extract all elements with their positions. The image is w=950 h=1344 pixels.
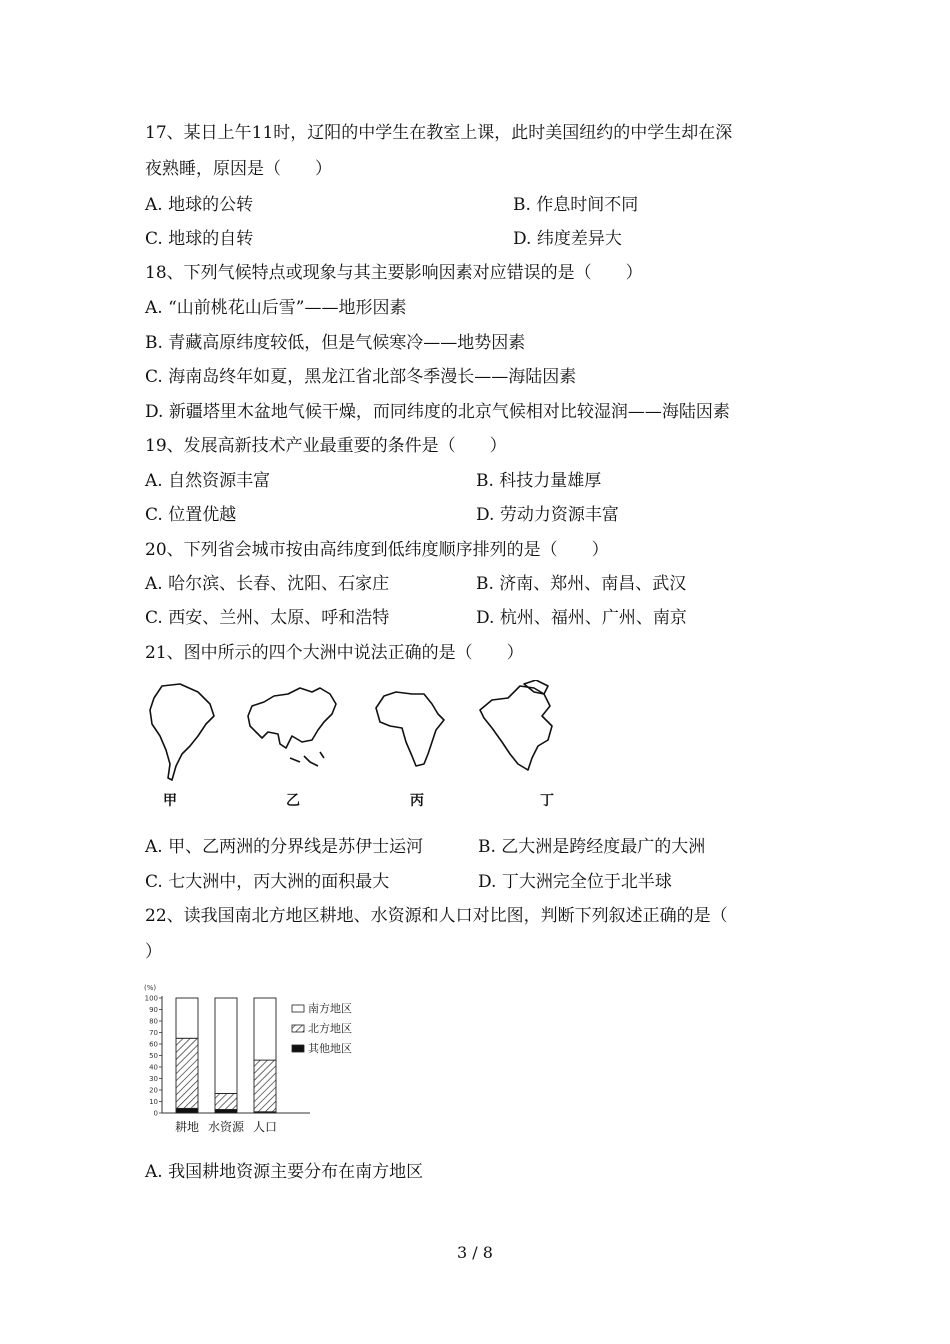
q19-option-b: B. 科技力量雄厚 (476, 471, 602, 491)
africa-outline (376, 692, 444, 766)
continent-label-jia: 甲 (163, 793, 177, 809)
q22-stem-line1: 22、读我国南北方地区耕地、水资源和人口对比图，判断下列叙述正确的是（ (145, 906, 728, 926)
q19-stem: 19、发展高新技术产业最重要的条件是（ ） (145, 436, 507, 456)
y-tick-label: 90 (149, 1006, 158, 1014)
y-tick-label: 20 (149, 1086, 158, 1095)
q21-option-a: A. 甲、乙两洲的分界线是苏伊士运河 (145, 837, 424, 857)
south-america-outline (150, 684, 214, 780)
y-tick-label: 100 (144, 994, 158, 1003)
q22-option-a: A. 我国耕地资源主要分布在南方地区 (145, 1162, 424, 1182)
legend-swatch (292, 1025, 304, 1032)
asia-outline (248, 688, 336, 748)
y-unit-label: (%) (144, 984, 157, 992)
legend-label: 其他地区 (308, 1042, 352, 1055)
bar-segment (254, 998, 276, 1060)
resource-bar-chart (140, 982, 380, 1138)
q18-option-c: C. 海南岛终年如夏，黑龙江省北部冬季漫长——海陆因素 (145, 367, 577, 387)
y-tick-label: 60 (149, 1040, 158, 1049)
legend-swatch (292, 1005, 304, 1012)
q18-stem: 18、下列气候特点或现象与其主要影响因素对应错误的是（ ） (145, 263, 643, 283)
bar-segment (176, 1038, 198, 1108)
q17-stem-line2: 夜熟睡，原因是（ ） (145, 159, 332, 179)
x-category-label: 耕地 (174, 1120, 200, 1134)
continents-figure (140, 680, 560, 790)
continent-label-yi: 乙 (286, 793, 300, 809)
q17-option-c: C. 地球的自转 (145, 229, 254, 249)
q19-option-d: D. 劳动力资源丰富 (476, 505, 619, 525)
q17-option-d: D. 纬度差异大 (513, 229, 622, 249)
continent-label-bing: 丙 (410, 793, 424, 809)
q20-option-b: B. 济南、郑州、南昌、武汉 (476, 574, 687, 594)
y-tick-label: 10 (149, 1098, 158, 1106)
north-america-outline (480, 686, 552, 770)
q20-option-c: C. 西安、兰州、太原、呼和浩特 (145, 608, 390, 628)
bar-segment (215, 1110, 237, 1113)
q21-stem: 21、图中所示的四个大洲中说法正确的是（ ） (145, 643, 524, 663)
q21-option-d: D. 丁大洲完全位于北半球 (478, 872, 672, 892)
q17-option-b: B. 作息时间不同 (513, 195, 639, 215)
q18-option-b: B. 青藏高原纬度较低，但是气候寒冷——地势因素 (145, 333, 526, 353)
q18-option-a: A. “山前桃花山后雪”——地形因素 (145, 298, 407, 318)
bar-segment (176, 1108, 198, 1113)
continent-label-ding: 丁 (540, 793, 554, 809)
q19-option-c: C. 位置优越 (145, 505, 237, 525)
bar-segment (254, 1060, 276, 1112)
greenland-outline (524, 680, 548, 694)
q18-option-d: D. 新疆塔里木盆地气候干燥，而同纬度的北京气候相对比较湿润——海陆因素 (145, 402, 730, 422)
page-number: 3 / 8 (457, 1243, 493, 1262)
y-tick-label: 0 (153, 1109, 158, 1118)
bar-segment (215, 1093, 237, 1109)
q21-option-c: C. 七大洲中，丙大洲的面积最大 (145, 872, 390, 892)
y-tick-label: 80 (149, 1017, 158, 1026)
y-tick-label: 40 (149, 1063, 158, 1072)
legend-label: 北方地区 (308, 1022, 352, 1035)
q21-option-b: B. 乙大洲是跨经度最广的大洲 (478, 837, 706, 857)
q20-option-d: D. 杭州、福州、广州、南京 (476, 608, 687, 628)
q17-stem-line1: 17、某日上午11时，辽阳的中学生在教室上课，此时美国纽约的中学生却在深 (145, 123, 733, 143)
asia-islands (290, 752, 324, 766)
q22-stem-line2: ） (145, 942, 162, 962)
bar-segment (215, 998, 237, 1093)
q17-option-a: A. 地球的公转 (145, 195, 254, 215)
y-tick-label: 50 (149, 1052, 158, 1060)
x-category-label: 水资源 (207, 1120, 245, 1134)
legend-swatch (292, 1045, 304, 1052)
y-tick-label: 30 (149, 1075, 158, 1083)
q20-option-a: A. 哈尔滨、长春、沈阳、石家庄 (145, 574, 390, 594)
x-category-label: 人口 (252, 1120, 278, 1134)
q20-stem: 20、下列省会城市按由高纬度到低纬度顺序排列的是（ ） (145, 540, 609, 560)
bar-segment (176, 998, 198, 1038)
q19-option-a: A. 自然资源丰富 (145, 471, 271, 491)
y-tick-label: 70 (149, 1029, 158, 1037)
legend-label: 南方地区 (308, 1002, 352, 1015)
